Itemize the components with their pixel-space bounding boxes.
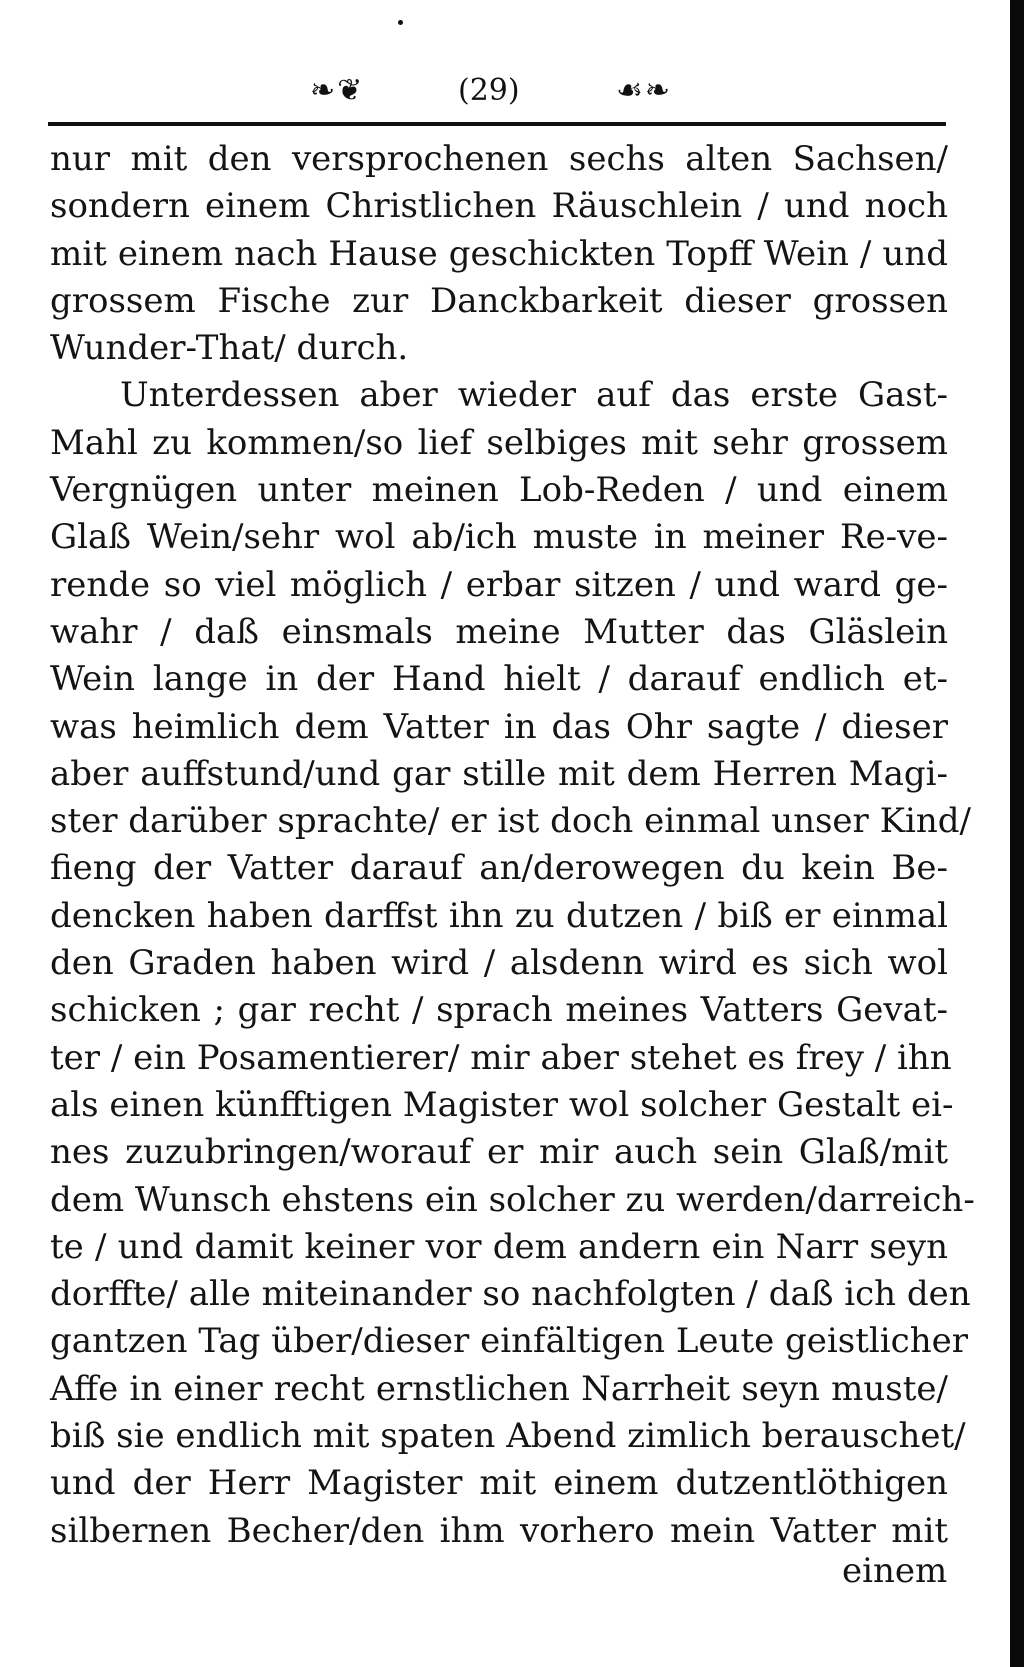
- text-line: Wein lange in der Hand hielt / darauf endlich et-: [50, 659, 948, 700]
- text-line: mit einem nach Hause geschickten Topff Wein / und: [50, 233, 948, 274]
- text-line: te / und damit keiner vor dem andern ein Narr seyn: [50, 1226, 948, 1267]
- text-line: als einen künfftigen Magister wol solcher Gestalt ei-: [50, 1084, 954, 1125]
- text-line: schicken ; gar recht / sprach meines Vatters Gevat-: [50, 990, 948, 1031]
- header-rule: [48, 122, 946, 126]
- text-line: dorffte/ alle miteinander so nachfolgten / daß ich den: [50, 1274, 971, 1315]
- text-line: nur mit den versprochenen sechs alten Sachsen/: [50, 139, 948, 179]
- text-line: was heimlich dem Vatter in das Ohr sagte / dieser: [50, 706, 948, 747]
- text-line: aber auffstund/und gar stille mit dem Herren Magi-: [50, 753, 948, 794]
- ink-speck: [398, 20, 403, 25]
- text-line: sondern einem Christlichen Räuschlein / und noch: [50, 186, 948, 227]
- text-line: ter / ein Posamentierer/ mir aber stehet es frey / ihn: [50, 1037, 952, 1078]
- page-header: [48, 72, 948, 122]
- right-ornament-icon: ☙❧: [616, 73, 673, 108]
- left-ornament-icon: ❧❦: [310, 73, 365, 108]
- text-line: Unterdessen aber wieder auf das erste Gast-: [120, 375, 948, 416]
- text-line: grossem Fische zur Danckbarkeit dieser grossen: [50, 280, 948, 321]
- text-line: silbernen Becher/den ihm vorhero mein Vatter mit: [50, 1510, 948, 1551]
- text-line: dencken haben darffst ihn zu dutzen / biß er einmal: [50, 895, 948, 936]
- text-line: Mahl zu kommen/so lief selbiges mit sehr grossem: [50, 422, 948, 463]
- text-line: ster darüber sprachte/ er ist doch einmal unser Kind/: [50, 801, 972, 842]
- text-line: Glaß Wein/sehr wol ab/ich muste in meiner Re-ve-: [50, 517, 948, 558]
- text-line: Vergnügen unter meinen Lob-Reden / und einem: [50, 470, 948, 511]
- text-line: den Graden haben wird / alsdenn wird es sich wol: [50, 943, 948, 984]
- body-text: [50, 136, 975, 1555]
- page-number: (29): [458, 73, 520, 108]
- text-line: und der Herr Magister mit einem dutzentlöthigen: [50, 1463, 948, 1504]
- text-line: rende so viel möglich / erbar sitzen / und ward ge-: [50, 564, 948, 605]
- text-line: nes zuzubringen/worauf er mir auch sein Glaß/mit: [50, 1132, 948, 1173]
- text-line: dem Wunsch ehstens ein solcher zu werden/darreich-: [50, 1179, 975, 1220]
- text-line: Affe in einer recht ernstlichen Narrheit seyn muste/: [50, 1368, 948, 1409]
- text-line: fieng der Vatter darauf an/derowegen du kein Be-: [50, 848, 948, 889]
- text-line: wahr / daß einsmals meine Mutter das Gläslein: [50, 611, 948, 652]
- catchword: einem: [842, 1551, 948, 1591]
- text-line: biß sie endlich mit spaten Abend zimlich berauschet/: [50, 1416, 966, 1457]
- text-line: Wunder-That/ durch.: [50, 328, 409, 369]
- text-line: gantzen Tag über/dieser einfältigen Leute geistlicher: [50, 1321, 968, 1362]
